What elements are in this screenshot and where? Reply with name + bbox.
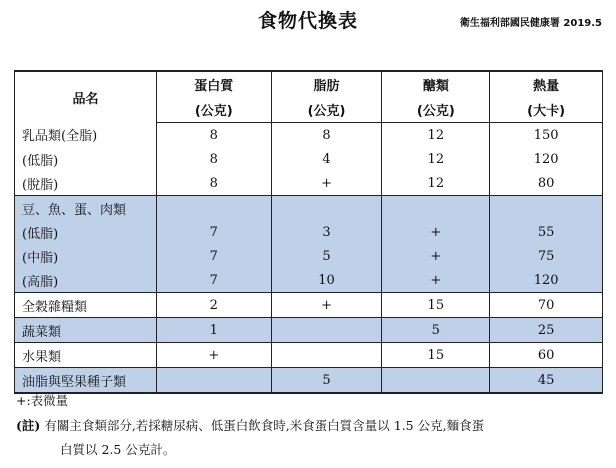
cell-name: 水果類 — [15, 343, 157, 368]
cell-protein — [156, 196, 271, 221]
table-row — [15, 220, 603, 244]
cell-calories — [490, 196, 603, 221]
table-row — [15, 171, 603, 196]
cell-protein: 1 — [156, 318, 271, 343]
cell-name: 蔬菜類 — [15, 318, 157, 343]
trace-legend: +:表微量 — [16, 393, 69, 408]
header-protein-unit: (公克) — [156, 97, 271, 123]
cell-fat — [271, 196, 382, 221]
footnote-tag: (註) — [16, 418, 41, 433]
cell-carb — [382, 196, 490, 221]
cell-fat: 5 — [271, 368, 382, 394]
source-credit: 衛生福利部國民健康署 2019.5 — [459, 18, 602, 29]
footnote — [16, 414, 606, 462]
cell-protein: 7 — [156, 220, 271, 244]
cell-fat: + — [271, 171, 382, 196]
cell-fat: 4 — [271, 147, 382, 171]
header-carb-unit: (公克) — [382, 97, 490, 123]
cell-name: 乳品類(全脂) — [15, 123, 157, 148]
cell-carb: 12 — [382, 147, 490, 171]
header-calories: 熱量 — [490, 71, 603, 97]
cell-name: 全穀雜糧類 — [15, 293, 157, 318]
cell-carb: 5 — [382, 318, 490, 343]
header-protein: 蛋白質 — [156, 71, 271, 97]
cell-name: (中脂) — [15, 244, 157, 268]
cell-calories: 70 — [490, 293, 603, 318]
cell-fat: 8 — [271, 123, 382, 148]
header-carb: 醣類 — [382, 71, 490, 97]
table-row — [15, 318, 603, 343]
header-row-labels — [15, 71, 603, 97]
header-fat: 脂肪 — [271, 71, 382, 97]
cell-name: (高脂) — [15, 268, 157, 293]
table-row — [15, 293, 603, 318]
cell-protein: 7 — [156, 268, 271, 293]
cell-carb: 15 — [382, 293, 490, 318]
cell-calories: 60 — [490, 343, 603, 368]
table-row — [15, 368, 603, 394]
cell-carb: 15 — [382, 343, 490, 368]
food-exchange-table — [14, 70, 603, 394]
cell-calories: 45 — [490, 368, 603, 394]
table-row — [15, 244, 603, 268]
cell-protein: 8 — [156, 171, 271, 196]
cell-carb: + — [382, 268, 490, 293]
table-row — [15, 268, 603, 293]
header-fat-unit: (公克) — [271, 97, 382, 123]
cell-fat: 10 — [271, 268, 382, 293]
cell-fat: 5 — [271, 244, 382, 268]
cell-protein — [156, 368, 271, 394]
cell-protein: + — [156, 343, 271, 368]
footnote-line-1 — [16, 414, 606, 438]
cell-name: 油脂與堅果種子類 — [15, 368, 157, 394]
table-row — [15, 343, 603, 368]
cell-name: 豆、魚、蛋、肉類 — [15, 196, 157, 221]
cell-calories: 150 — [490, 123, 603, 148]
cell-carb: + — [382, 244, 490, 268]
cell-fat: + — [271, 293, 382, 318]
footnote-text-2: 白質以 2.5 公克計。 — [60, 442, 176, 457]
table-row — [15, 147, 603, 171]
table-row — [15, 123, 603, 148]
cell-name: (脫脂) — [15, 171, 157, 196]
cell-protein: 2 — [156, 293, 271, 318]
cell-name: (低脂) — [15, 220, 157, 244]
cell-carb: 12 — [382, 123, 490, 148]
cell-protein: 7 — [156, 244, 271, 268]
cell-fat — [271, 343, 382, 368]
cell-calories: 25 — [490, 318, 603, 343]
cell-protein: 8 — [156, 123, 271, 148]
cell-calories: 55 — [490, 220, 603, 244]
cell-carb: + — [382, 220, 490, 244]
footnote-text-1: 有關主食類部分,若採糖尿病、低蛋白飲食時,米食蛋白質含量以 1.5 公克,麵食蛋 — [44, 418, 485, 433]
cell-calories: 75 — [490, 244, 603, 268]
cell-carb — [382, 368, 490, 394]
header-calories-unit: (大卡) — [490, 97, 603, 123]
cell-fat: 3 — [271, 220, 382, 244]
cell-name: (低脂) — [15, 147, 157, 171]
cell-fat — [271, 318, 382, 343]
cell-calories: 120 — [490, 268, 603, 293]
cell-carb: 12 — [382, 171, 490, 196]
cell-calories: 80 — [490, 171, 603, 196]
table-row — [15, 196, 603, 221]
cell-calories: 120 — [490, 147, 603, 171]
cell-protein: 8 — [156, 147, 271, 171]
page-title: 食物代換表 — [257, 10, 358, 32]
header-name: 品名 — [15, 71, 157, 123]
